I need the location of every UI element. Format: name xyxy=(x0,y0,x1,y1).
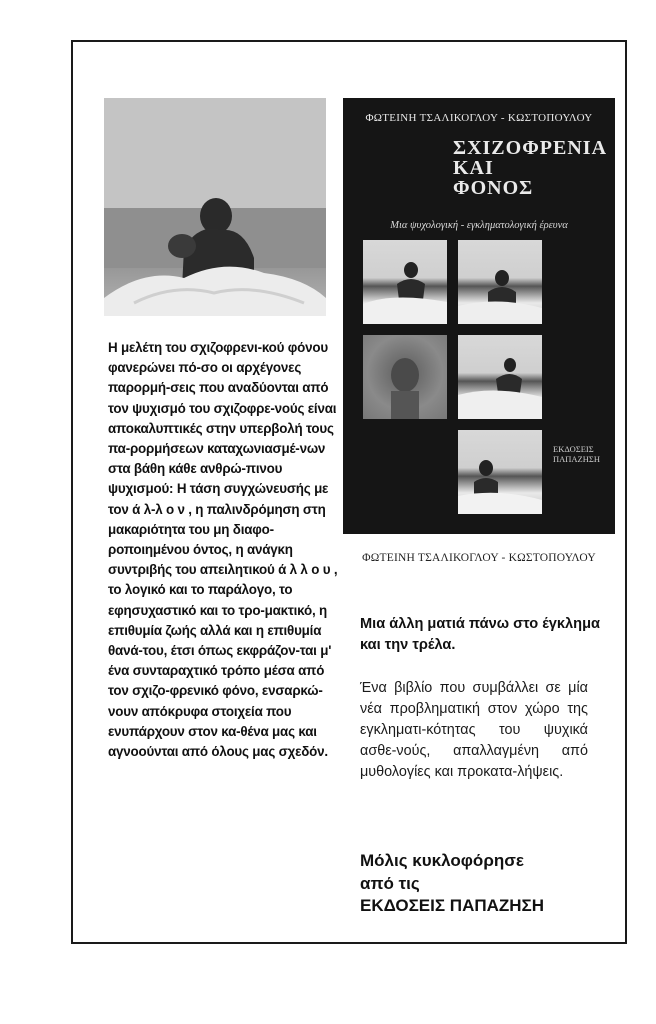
release-announcement: Μόλις κυκλοφόρησε από τις ΕΚΔΟΣΕΙΣ ΠΑΠΑΖΗΣΗ xyxy=(360,851,545,915)
beach-figures-photo xyxy=(104,98,326,316)
book-cover xyxy=(343,98,615,534)
cover-thumbnail-5 xyxy=(458,430,542,514)
cover-thumbnail-3 xyxy=(363,335,447,419)
cover-thumbnail-4 xyxy=(458,335,542,419)
cover-thumbnail-2 xyxy=(458,240,542,324)
cover-subtitle: Μια ψυχολογική - εγκληματολογική έρευνα xyxy=(390,220,568,231)
author-caption: ΦΩΤΕΙΝΗ ΤΣΑΛΙΚΟΓΛΟΥ - ΚΩΣΤΟΠΟΥΛΟΥ xyxy=(362,552,596,564)
cover-author: ΦΩΤΕΙΝΗ ΤΣΑΛΙΚΟΓΛΟΥ - ΚΩΣΤΟΠΟΥΛΟΥ xyxy=(365,112,593,124)
cover-publisher: ΕΚΔΟΣΕΙΣ ΠΑΠΑΖΗΣΗ xyxy=(553,444,600,464)
cover-thumbnail-1 xyxy=(363,240,447,324)
headline: Μια άλλη ματιά πάνω στο έγκλημα και την τρέλα. xyxy=(360,616,600,653)
body-text-left: Η μελέτη του σχιζοφρενι-κού φόνου φανερώνει πό-σο οι αρχέγονες παρορμή-σεις που αναδύονται από τον ψυχισμό του σχιζοφρε-νούς είναι αποκαλυπτικές στην υπερβολή τους πα-ρορμήσεων καταχωνιασμέ-νων στα βάθη κάθε ανθρώ-πινου ψυχισμού: Η τάση συγχώνευσής με τον ά λ-λ ο ν , η παλινδρόμηση στη μακαριότητα του μη διαφο-ροποιημένου όντος, η ανάγκη συντριβής του απειλητικού ά λ λ ο υ , το λογικό και το παράλογο, το εφησυχαστικό και το τρο-μακτικό, η επιθυμία ζωής αλλά και η επιθυμία θανά-του, έτσι όπως εκφράζον-ται μ' ένα συνταραχτικό τρόπο μέσα από τον σχιζο-φρενικό φόνο, ενσαρκώ-νουν απόκρυφα στοιχεία που ενυπάρχουν στον κα-θένα μας και αγνοούνται από όλους μας σχεδόν. xyxy=(108,340,338,760)
body-text-right: Ένα βιβλίο που συμβάλλει σε μία νέα προβληματική στον χώρο της εγκληματι-κότητας του ψυχικά ασθε-νούς, απαλλαγμένη από μυθολογίες και προκατα-λήψεις. xyxy=(360,680,588,780)
cover-title: ΣΧΙΖΟΦΡΕΝΙΑ ΚΑΙ ΦΟΝΟΣ xyxy=(453,137,608,199)
